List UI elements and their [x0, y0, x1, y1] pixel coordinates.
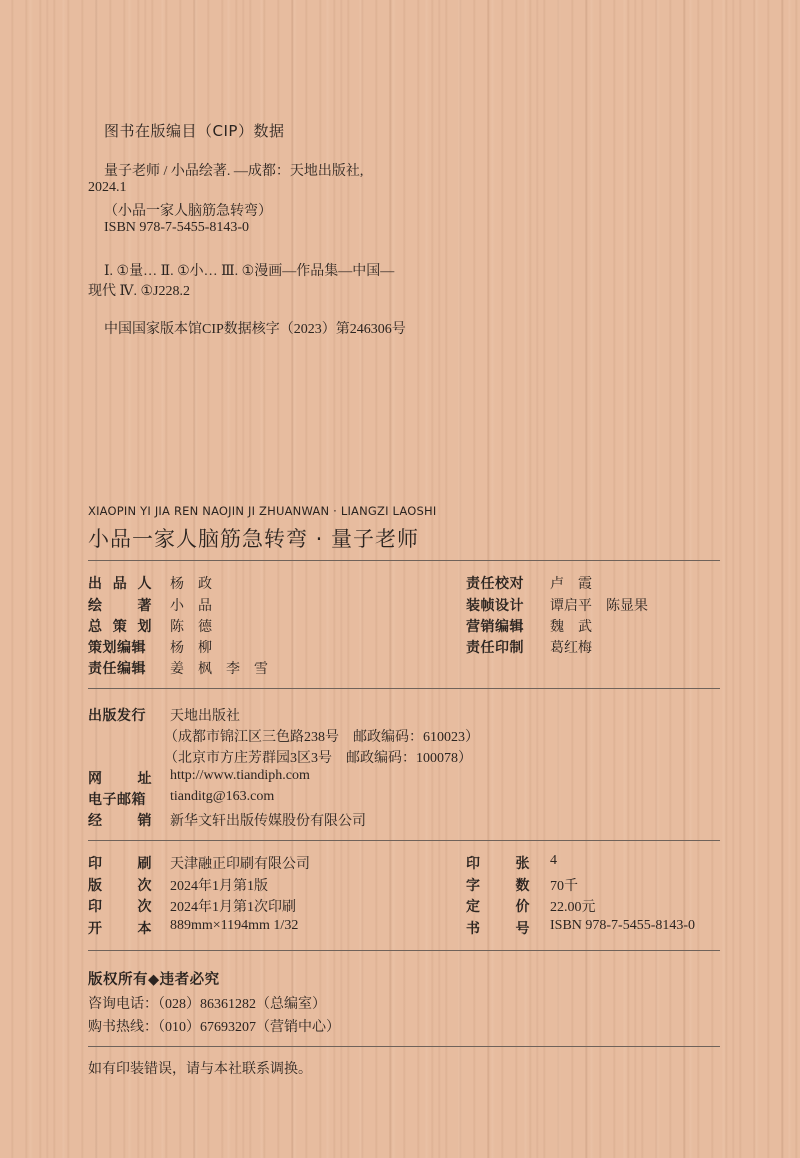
- spec-row: [466, 918, 696, 938]
- spec-row: [88, 853, 310, 873]
- divider-4: [88, 950, 720, 951]
- spec-row: [88, 918, 299, 938]
- publisher-address-beijing: （北京市方庄芳群园3区3号 邮政编码：100078）: [164, 751, 472, 766]
- cip-title: 图书在版编目（CIP）数据: [104, 122, 285, 140]
- divider-1: [88, 560, 720, 561]
- spec-label: 定 价: [466, 899, 530, 915]
- distributor-row: [88, 810, 366, 830]
- consult-phone: 咨询电话：（028）86361282（总编室）: [88, 997, 326, 1012]
- email-link[interactable]: tianditg@163.com: [170, 789, 275, 804]
- order-hotline: 购书热线：（010）67693207（营销中心）: [88, 1020, 340, 1035]
- book-pinyin-title: XIAOPIN YI JIA REN NAOJIN JI ZHUANWAN · LIANGZI LAOSHI: [88, 504, 437, 518]
- spec-value: 4: [550, 853, 557, 868]
- spec-label: 开 本: [88, 921, 152, 937]
- credit-label: 出 品 人: [88, 576, 152, 592]
- rights-title: 版权所有◆违者必究: [88, 972, 220, 988]
- spec-label: 版 次: [88, 878, 152, 894]
- replacement-notice: 如有印装错误，请与本社联系调换。: [88, 1062, 312, 1077]
- spec-label: 字 数: [466, 878, 530, 894]
- spec-row: [466, 853, 557, 873]
- publisher-name: 天地出版社: [170, 709, 240, 724]
- credit-value: 卢 霞: [550, 577, 592, 592]
- credit-value: 小 品: [170, 599, 212, 614]
- email-row: [88, 789, 275, 809]
- website-label: 网 址: [88, 771, 152, 787]
- credit-row: [88, 637, 212, 657]
- spec-row: [88, 875, 268, 895]
- spec-label: 书 号: [466, 921, 530, 937]
- spec-value: 22.00元: [550, 900, 596, 915]
- credit-row: [88, 595, 212, 615]
- spec-value: 889mm×1194mm 1/32: [170, 918, 299, 933]
- cip-line-isbn: ISBN 978-7-5455-8143-0: [104, 220, 250, 235]
- spec-row: [466, 896, 596, 916]
- email-label: 电子邮箱: [88, 792, 146, 808]
- book-title: 小品一家人脑筋急转弯 · 量子老师: [88, 527, 420, 551]
- credit-label: 营销编辑: [466, 619, 524, 635]
- credit-row: [466, 616, 592, 636]
- cip-line-author: 量子老师 / 小品绘著. —成都：天地出版社,: [104, 164, 364, 179]
- divider-3: [88, 840, 720, 841]
- spec-value: 2024年1月第1版: [170, 879, 268, 894]
- credit-label: 责任校对: [466, 576, 524, 592]
- credit-label: 策划编辑: [88, 640, 146, 656]
- credit-value: 陈 德: [170, 620, 212, 635]
- credit-row: [466, 573, 592, 593]
- publisher-label: 出版发行: [88, 708, 146, 724]
- credit-row: [88, 658, 268, 678]
- spec-label: 印 次: [88, 899, 152, 915]
- spec-value: ISBN 978-7-5455-8143-0: [550, 918, 696, 933]
- divider-2: [88, 688, 720, 689]
- credit-label: 责任印制: [466, 640, 524, 656]
- publisher-address-chengdu: （成都市锦江区三色路238号 邮政编码：610023）: [164, 730, 479, 745]
- cip-line-classification: Ⅰ. ①量… Ⅱ. ①小… Ⅲ. ①漫画—作品集—中国—: [104, 264, 395, 279]
- cip-line-year: 2024.1: [88, 180, 127, 195]
- divider-5: [88, 1046, 720, 1047]
- credit-label: 总 策 划: [88, 619, 152, 635]
- credit-label: 装帧设计: [466, 598, 524, 614]
- credit-row: [88, 573, 212, 593]
- distributor-label: 经 销: [88, 813, 152, 829]
- spec-label: 印 刷: [88, 856, 152, 872]
- credit-row: [466, 637, 592, 657]
- credit-label: 绘 著: [88, 598, 152, 614]
- credit-value: 姜 枫 李 雪: [170, 662, 268, 677]
- spec-label: 印 张: [466, 856, 530, 872]
- credit-row: [466, 595, 648, 615]
- spec-row: [88, 896, 296, 916]
- website-link[interactable]: http://www.tiandiph.com: [170, 768, 310, 783]
- spec-row: [466, 875, 578, 895]
- credit-row: [88, 616, 212, 636]
- cip-line-classification-cont: 现代 Ⅳ. ①J228.2: [88, 284, 190, 299]
- publisher-row: [88, 705, 240, 725]
- spec-value: 70千: [550, 879, 578, 894]
- spec-value: 2024年1月第1次印刷: [170, 900, 296, 915]
- distributor-name: 新华文轩出版传媒股份有限公司: [170, 814, 366, 829]
- credit-label: 责任编辑: [88, 661, 146, 677]
- cip-line-series: （小品一家人脑筋急转弯）: [104, 204, 272, 219]
- credit-value: 谭启平 陈显果: [550, 599, 648, 614]
- credit-value: 杨 政: [170, 577, 212, 592]
- credit-value: 杨 柳: [170, 641, 212, 656]
- cip-line-record-number: 中国国家版本馆CIP数据核字（2023）第246306号: [104, 322, 406, 337]
- website-row: [88, 768, 310, 788]
- spec-value: 天津融正印刷有限公司: [170, 857, 310, 872]
- credit-value: 葛红梅: [550, 641, 592, 656]
- credit-value: 魏 武: [550, 620, 592, 635]
